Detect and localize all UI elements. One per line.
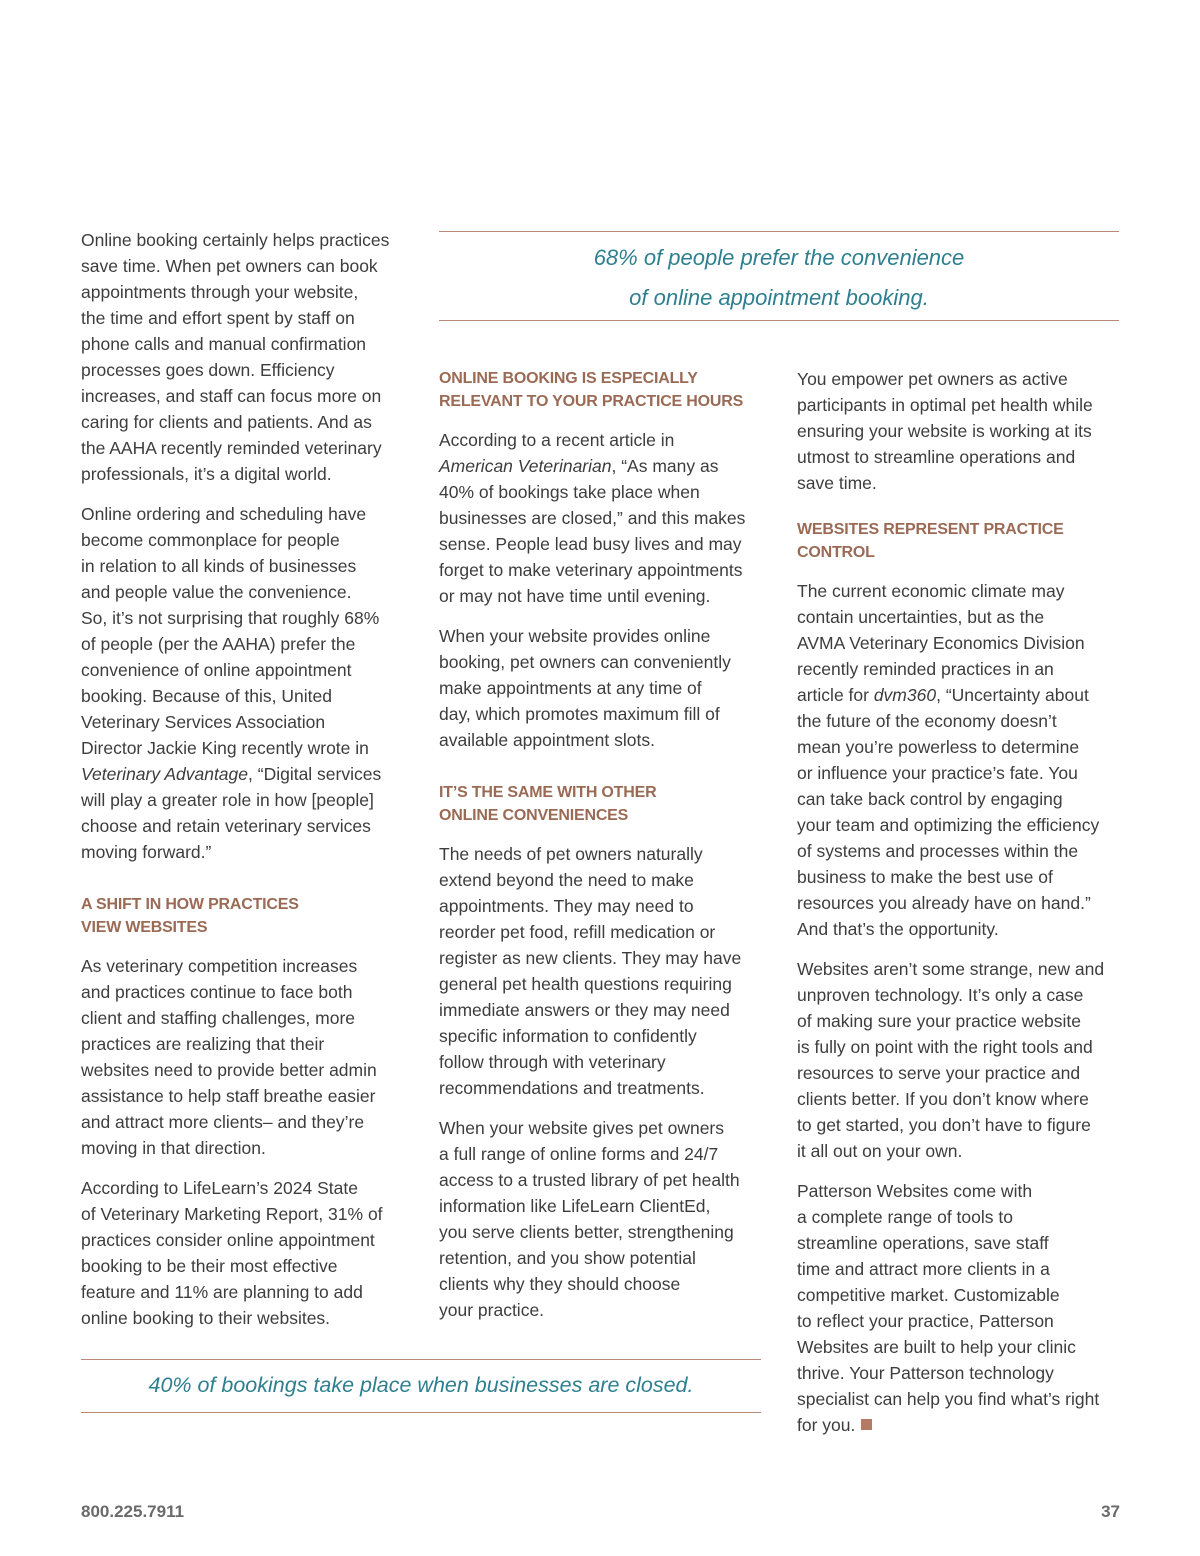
text-run: , “Uncertainty about the future of the economy doesn’t mean you’re powerless to determine or influence your practice’s fate. You can take back control by engaging your team and optimizing the efficiency of systems and processes within the business to make the best use of resources you already have on hand.” And that’s the opportunity. — [797, 685, 1100, 939]
footer-phone: 800.225.7911 — [81, 1502, 185, 1521]
text-run: , “As many as 40% of bookings take place when businesses are closed,” and this makes sense. People lead busy lives and may forget to make veterinary appointments or may not have time until evening. — [439, 456, 746, 606]
publication-title: American Veterinarian — [439, 456, 612, 476]
column-2 — [439, 367, 779, 1337]
paragraph: As veterinary competition increases and practices continue to face both client and staffing challenges, more practices are realizing that their websites need to provide better admin assistance to help staff breathe easier and attract more clients– and they’re moving in that direction. — [81, 956, 377, 1158]
paragraph: Online booking certainly helps practices save time. When pet owners can book appointments through your website, the time and effort spent by staff on phone calls and manual confirmation processes goes down. Efficiency increases, and staff can focus more on caring for clients and patients. And as the AAHA recently reminded veterinary professionals, it’s a digital world. — [81, 230, 390, 484]
publication-title: Veterinary Advantage — [81, 764, 249, 784]
text-run: The current economic climate may contain uncertainties, but as the AVMA Veterinary Economics Division recently reminded practices in an article for — [797, 581, 1085, 705]
text-run: According to a recent article in — [439, 430, 675, 450]
pull-quote-line: 40% of bookings take place when businesses are closed. — [148, 1373, 694, 1397]
paragraph: According to LifeLearn’s 2024 State of Veterinary Marketing Report, 31% of practices consider online appointment booking to be their most effective feature and 11% are planning to add online booking to their websites. — [81, 1178, 383, 1328]
page-number: 37 — [1101, 1502, 1120, 1521]
text-run: Online ordering and scheduling have become commonplace for people in relation to all kinds of businesses and people value the convenience. So, it’s not surprising that roughly 68% of people (per the AAHA) prefer the convenience of online appointment booking. Because of this, United Veterinary Services Association Director Jackie King recently wrote in — [81, 504, 380, 758]
section-heading: ONLINE BOOKING IS ESPECIALLY RELEVANT TO YOUR PRACTICE HOURS — [439, 370, 744, 410]
pull-quote-top — [439, 231, 1119, 321]
paragraph — [81, 501, 421, 865]
publication-title: dvm360 — [873, 685, 937, 705]
paragraph — [439, 427, 779, 609]
paragraph: When your website provides online booking, pet owners can conveniently make appointments at any time of day, which promotes maximum fill of available appointment slots. — [439, 626, 731, 750]
pull-quote-line: 68% of people prefer the convenience — [593, 245, 965, 270]
paragraph: You empower pet owners as active participants in optimal pet health while ensuring your website is working at its utmost to streamline operations and save time. — [797, 369, 1093, 493]
section-heading: WEBSITES REPRESENT PRACTICE CONTROL — [797, 521, 1064, 561]
section-heading: A SHIFT IN HOW PRACTICES VIEW WEBSITES — [81, 896, 299, 936]
column-3 — [797, 366, 1137, 1452]
pull-quote-line: of online appointment booking. — [629, 285, 929, 310]
section-heading: IT’S THE SAME WITH OTHER ONLINE CONVENIENCES — [439, 784, 657, 824]
paragraph — [797, 1178, 1137, 1438]
paragraph: Websites aren’t some strange, new and unproven technology. It’s only a case of making sure your practice website is fully on point with the right tools and resources to serve your practice and clients better. If you don’t know where to get started, you don’t have to figure it all out on your own. — [797, 959, 1105, 1161]
paragraph: The needs of pet owners naturally extend beyond the need to make appointments. They may need to reorder pet food, refill medication or register as new clients. They may have general pet health questions requiring immediate answers or they may need specific information to confidently follow through with veterinary recommendations and treatments. — [439, 844, 742, 1098]
pull-quote-bottom — [81, 1359, 761, 1413]
text-run: , “Digital services will play a greater role in how [people] choose and retain veterinary services moving forward.” — [81, 764, 382, 862]
paragraph: When your website gives pet owners a full range of online forms and 24/7 access to a trusted library of pet health information like LifeLearn ClientEd, you serve clients better, strengthening retention, and you show potential clients why they should choose your practice. — [439, 1118, 740, 1320]
paragraph — [797, 578, 1137, 942]
column-1 — [81, 227, 421, 1345]
text-run: Patterson Websites come with a complete range of tools to streamline operations, save staff time and attract more clients in a competitive market. Customizable to reflect your practice, Patterson Websites are built to help your clinic thrive. Your Patterson technology specialist can help you find what’s right for you. — [797, 1181, 1100, 1435]
end-of-article-square-icon — [861, 1419, 872, 1430]
